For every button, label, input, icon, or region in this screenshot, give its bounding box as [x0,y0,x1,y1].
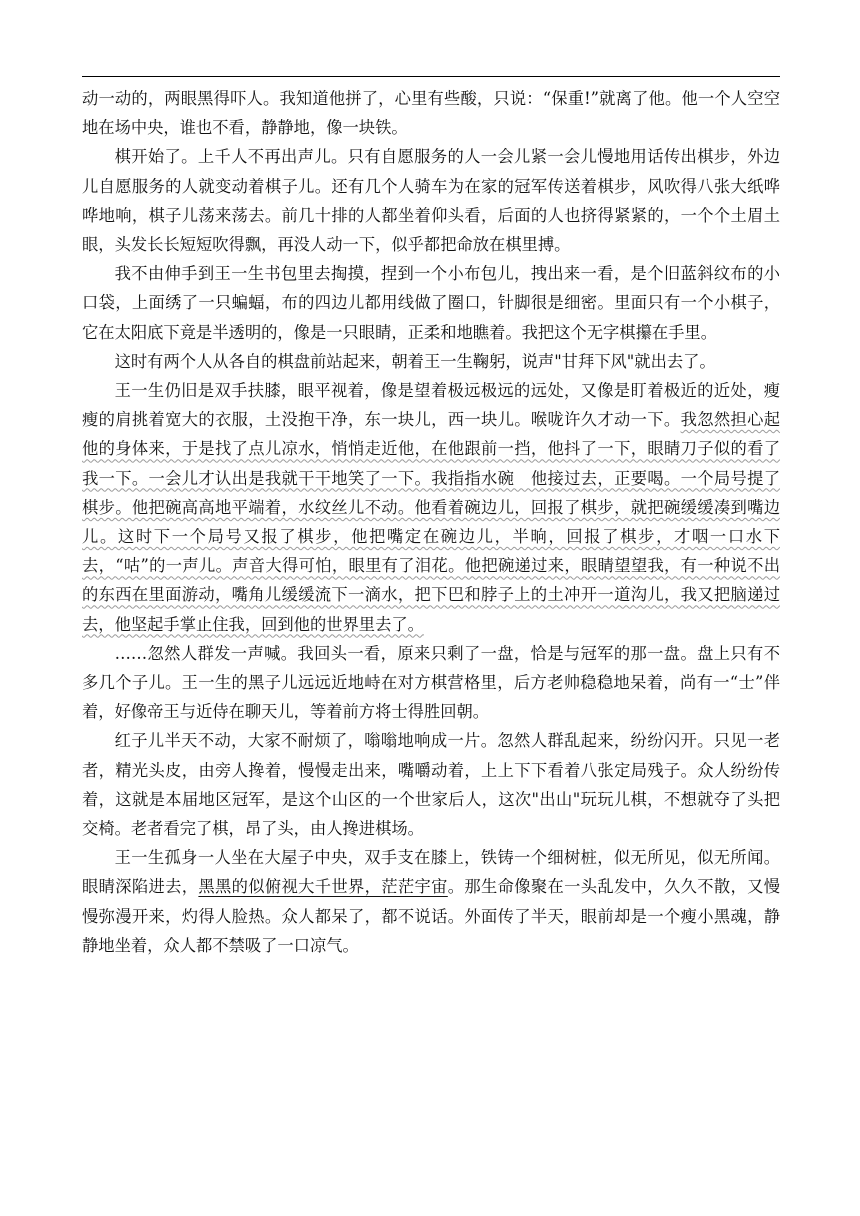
paragraph-5 [82,376,780,639]
article-body [82,84,780,960]
paragraph-3: 我不由伸手到王一生书包里去掏摸，捏到一个小布包儿，拽出来一看，是个旧蓝斜纹布的小口袋，上面绣了一只蝙蝠，布的四边儿都用线做了圈口，针脚很是细密。里面只有一个小棋子，它在太阳底下竟是半透明的，像是一只眼睛，正柔和地瞧着。我把这个无字棋攥在手里。 [82,264,780,342]
header-rule [82,76,780,77]
paragraph-8-text-b: 。那生命像聚在一头乱发中，久久不散，又慢慢弥漫开来，灼得人脸热。众人都呆了，都不说话。外面传了半天，眼前却是一个瘦小黑魂，静静地坐着，众人都不禁吸了一口凉气。 [82,877,780,955]
paragraph-5-text: 王一生仍旧是双手扶膝，眼平视着，像是望着极远极远的远处，又像是盯着极近的近处，瘦瘦的肩挑着宽大的衣服，土没抱干净，东一块儿，西一块儿。喉咙许久才动一下。 [82,381,780,430]
paragraph-8-text-a: 王一生孤身一人坐在大屋子中央，双手支在膝上，铁铸一个细树桩，似无所见，似无所闻。眼睛深陷进去， [82,848,780,897]
paragraph-8 [82,843,780,960]
paragraph-2: 棋开始了。上千人不再出声儿。只有自愿服务的人一会儿紧一会儿慢地用话传出棋步，外边儿自愿服务的人就变动着棋子儿。还有几个人骑车为在家的冠军传送着棋步，风吹得八张大纸哗哗地响，棋子儿荡来荡去。前几十排的人都坐着仰头看，后面的人也挤得紧紧的，一个个土眉土眼，头发长长短短吹得飘，再没人动一下，似乎都把命放在棋里搏。 [82,147,780,255]
underlined-phrase: 黑黑的似俯视大千世界，茫茫宇宙 [198,877,448,897]
paragraph-4: 这时有两个人从各自的棋盘前站起来，朝着王一生鞠躬，说声"甘拜下风"就出去了。 [114,351,716,371]
paragraph-1: 动一动的，两眼黑得吓人。我知道他拼了，心里有些酸，只说：“保重!”就离了他。他一个人空空地在场中央，谁也不看，静静地，像一块铁。 [82,89,780,138]
paragraph-6: ……忽然人群发一声喊。我回头一看，原来只剩了一盘，恰是与冠军的那一盘。盘上只有不多几个子儿。王一生的黑子儿远远近地峙在对方棋营格里，后方老帅稳稳地呆着，尚有一“士”伴着，好像帝王与近侍在聊天儿，等着前方将士得胜回朝。 [82,643,780,722]
wavy-underlined-passage: 我忽然担心起他的身体来，于是找了点儿凉水，悄悄走近他，在他跟前一挡，他抖了一下，眼睛刀子似的看了我一下。一会儿才认出是我就干干地笑了一下。我指指水碗 他接过去，正要喝。一个局号提了棋步。他把碗高高地平端着，水纹丝儿不动。他看着碗边儿，回报了棋步，就把碗缓缓凑到嘴边儿。这时下一个局号又报了棋步，他把嘴定在碗边儿，半晌，回报了棋步，才咽一口水下去，“咕”的一声儿。声音大得可怕，眼里有了泪花。他把碗递过来，眼睛望望我，有一种说不出的东西在里面游动，嘴角儿缓缓流下一滴水，把下巴和脖子上的土冲开一道沟儿，我又把脑递过去，他坚起手掌止住我，回到他的世界里去了。 [82,410,780,634]
paragraph-7: 红子儿半天不动，大家不耐烦了，嗡嗡地响成一片。忽然人群乱起来，纷纷闪开。只见一老者，精光头皮，由旁人搀着，慢慢走出来，嘴嚼动着，上上下下看着八张定局残子。众人纷纷传着，这就是本届地区冠军，是这个山区的一个世家后人，这次"出山"玩玩儿棋，不想就夺了头把交椅。老者看完了棋，昂了头，由人搀进棋场。 [82,731,780,839]
